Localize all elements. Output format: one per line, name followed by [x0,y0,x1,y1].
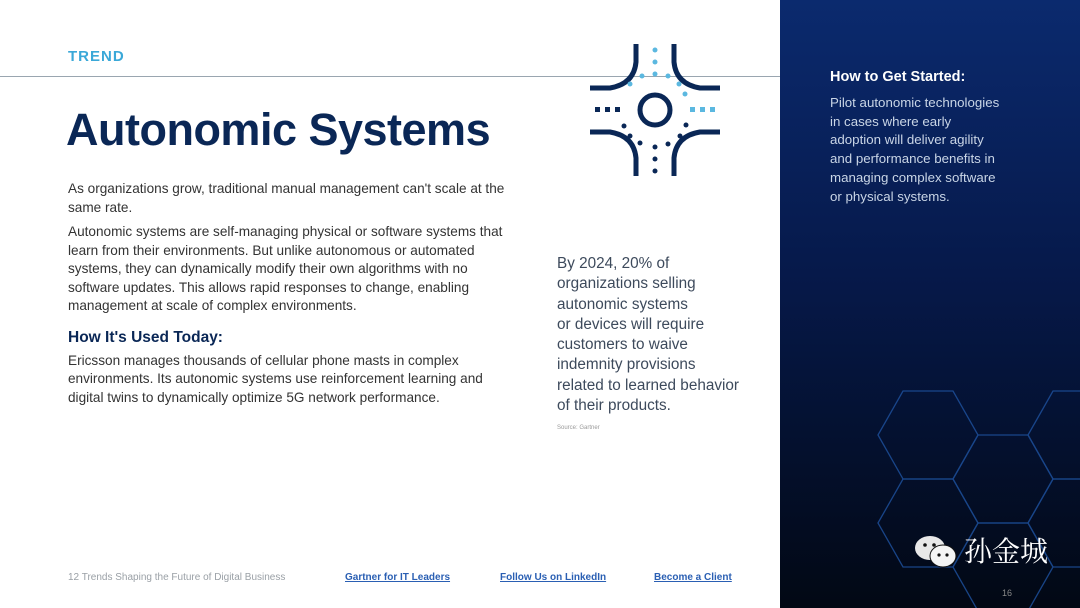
become-client-link[interactable]: Become a Client [654,572,732,583]
sidebar-text [830,94,1040,206]
body-column [68,180,508,407]
sidebar-line: adoption will deliver agility [830,132,984,148]
page-title: Autonomic Systems [66,104,491,155]
sidebar-line: and performance benefits in [830,151,995,167]
prediction-quote [557,254,739,416]
quote-source: Source: Gartner [557,425,600,431]
quote-line: or devices will require [557,315,705,333]
page-number: 16 [1002,588,1013,598]
roundabout-icon [588,44,722,176]
quote-line: organizations selling [557,275,696,293]
quote-line: indemnity provisions [557,356,696,374]
section-heading: How It's Used Today: [68,328,223,346]
intro-paragraph: As organizations grow, traditional manual management can't scale at the same rate. [68,181,505,215]
quote-line: related to learned behavior [557,376,739,394]
quote-line: By 2024, 20% of [557,255,670,272]
definition-paragraph: Autonomic systems are self-managing physical or software systems that learn from their environments. But unlike autonomous or automated systems, they can dynamically modify their own algorithms with no software updates. This allows rapid responses to change, enabling management at scale of complex environments. [68,224,503,313]
sidebar-line: or physical systems. [830,188,950,204]
sidebar-heading: How to Get Started: [830,69,966,85]
sidebar-line: in cases where early [830,113,952,129]
quote-line: autonomic systems [557,295,688,313]
sidebar-line: Pilot autonomic technologies [830,95,1000,110]
linkedin-link[interactable]: Follow Us on LinkedIn [500,572,607,583]
quote-line: customers to waive [557,336,688,354]
watermark [914,534,1048,570]
footer-title: 12 Trends Shaping the Future of Digital Business [68,572,286,583]
section-label: TREND [68,48,125,65]
quote-line: of their products. [557,397,671,415]
watermark-text: 孙金城 [964,536,1049,567]
usage-paragraph: Ericsson manages thousands of cellular phone masts in complex environments. Its autonomic systems use reinforcement learning and digital twins to dynamically optimize 5G network performance. [68,352,483,405]
gartner-it-leaders-link[interactable]: Gartner for IT Leaders [345,572,451,583]
wechat-icon [914,534,958,570]
sidebar-line: managing complex software [830,169,996,185]
hexagon-pattern [780,0,1080,608]
